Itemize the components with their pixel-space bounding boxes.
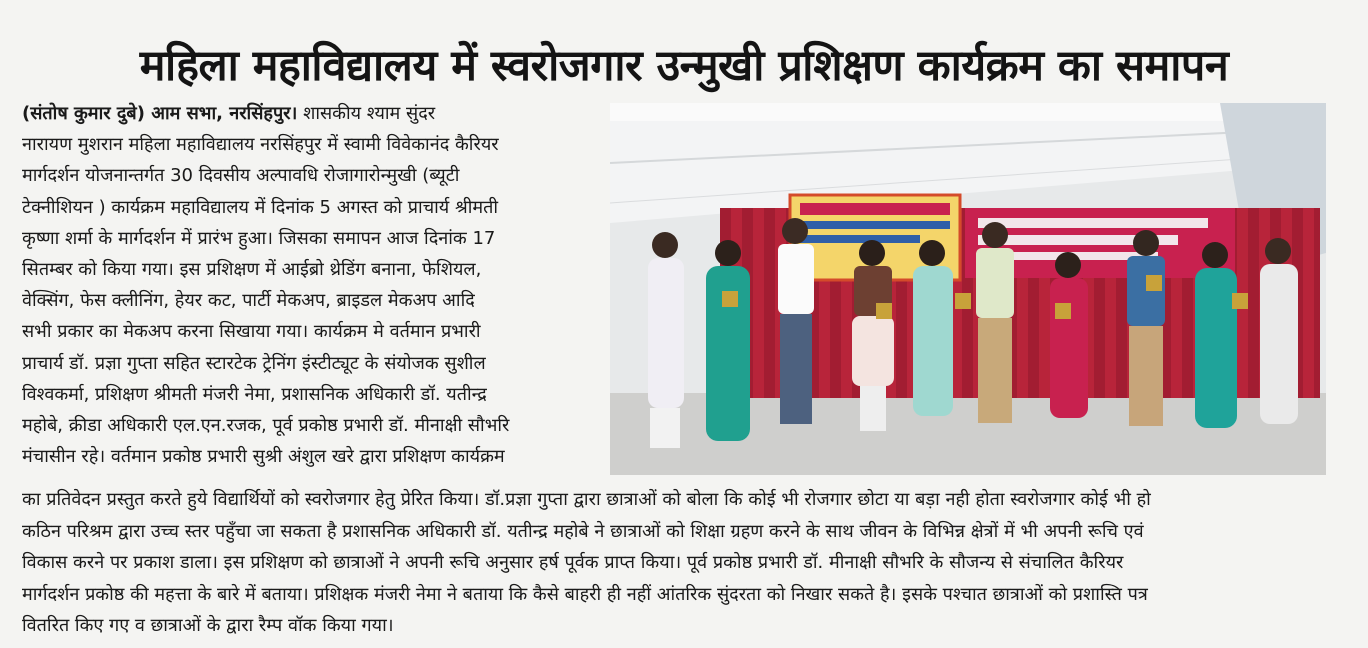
article-body-bottom xyxy=(22,484,1342,642)
body-line-15: विकास करने पर प्रकाश डाला। इस प्रशिक्षण को छात्राओं ने अपनी रूचि अनुसार हर्ष पूर्वक प्राप्त किया। पूर्व प्रकोष्ठ प्रभारी डॉ. मीनाक्षी सौभरि के सौजन्य से संचालित कैरियर xyxy=(22,552,1124,573)
body-line-2: नारायण मुशरान महिला महाविद्यालय नरसिंहपुर में स्वामी विवेकानंद कैरियर xyxy=(22,134,499,156)
group-photo-illustration xyxy=(610,103,1326,475)
event-photo xyxy=(610,103,1326,475)
body-line-13: का प्रतिवेदन प्रस्तुत करते हुये विद्यार्थियों को स्वरोजगार हेतु प्रेरित किया। डॉ.प्रज्ञा गुप्ता द्वारा छात्राओं को बोला कि कोई भी रोजगार छोटा या बड़ा नही होता स्वरोजगार कोई भी हो xyxy=(22,489,1151,510)
body-line-1: (संतोष कुमार दुबे) आम सभा, नरसिंहपुर। शासकीय श्याम सुंदर xyxy=(22,103,436,124)
body-line-10: विश्वकर्मा, प्रशिक्षण श्रीमती मंजरी नेमा, प्रशासनिक अधिकारी डॉ. यतीन्द्र xyxy=(22,383,487,405)
body-line-4: टेक्नीशियन ) कार्यक्रम महाविद्यालय में दिनांक 5 अगस्त को प्राचार्य श्रीमती xyxy=(22,196,499,218)
body-line-17: वितरित किए गए व छात्राओं के द्वारा रैम्प वॉक किया गया। xyxy=(22,615,394,636)
body-line-12: मंचासीन रहे। वर्तमान प्रकोष्ठ प्रभारी सुश्री अंशुल खरे द्वारा प्रशिक्षण कार्यक्रम xyxy=(22,446,505,468)
body-line-9: प्राचार्य डॉ. प्रज्ञा गुप्ता सहित स्टारटेक ट्रेनिंग इंस्टीट्यूट के संयोजक सुशील xyxy=(22,352,486,374)
body-line-16: मार्गदर्शन प्रकोष्ठ की महत्ता के बारे में बताया। प्रशिक्षक मंजरी नेमा ने बताया कि कैसे बाहरी ही नहीं आंतरिक सुंदरता को निखार सकते है। इसके पश्चात छात्राओं को प्रशास्ति पत्र xyxy=(22,583,1148,605)
body-line-8: सभी प्रकार का मेकअप करना सिखाया गया। कार्यक्रम मे वर्तमान प्रभारी xyxy=(22,321,481,343)
byline: (संतोष कुमार दुबे) आम सभा, नरसिंहपुर। xyxy=(22,103,298,124)
article-body-top xyxy=(22,98,610,472)
body-line-5: कृष्णा शर्मा के मार्गदर्शन में प्रारंभ हुआ। जिसका समापन आज दिनांक 17 xyxy=(22,227,496,249)
body-line-14: कठिन परिश्रम द्वारा उच्च स्तर पहुँचा जा सकता है प्रशासनिक अधिकारी डॉ. यतीन्द्र महोबे ने छात्राओं को शिक्षा ग्रहण करने के साथ जीवन के विभिन्न क्षेत्रों में भी अपनी रूचि एवं xyxy=(22,520,1144,542)
body-line-6: सितम्बर को किया गया। इस प्रशिक्षण में आईब्रो थ्रेडिंग बनाना, फेशियल, xyxy=(22,258,482,280)
body-line-11: महोबे, क्रीडा अधिकारी एल.एन.रजक, पूर्व प्रकोष्ठ प्रभारी डॉ. मीनाक्षी सौभरि xyxy=(22,414,510,436)
body-line-7: वेक्सिंग, फेस क्लीनिंग, हेयर कट, पार्टी मेकअप, ब्राइडल मेकअप आदि xyxy=(22,290,475,312)
body-line-3: मार्गदर्शन योजनान्तर्गत 30 दिवसीय अल्पावधि रोजागारोन्मुखी (ब्यूटी xyxy=(22,165,460,187)
article-headline: महिला महाविद्यालय में स्वरोजगार उन्मुखी प्रशिक्षण कार्यक्रम का समापन xyxy=(139,41,1229,91)
